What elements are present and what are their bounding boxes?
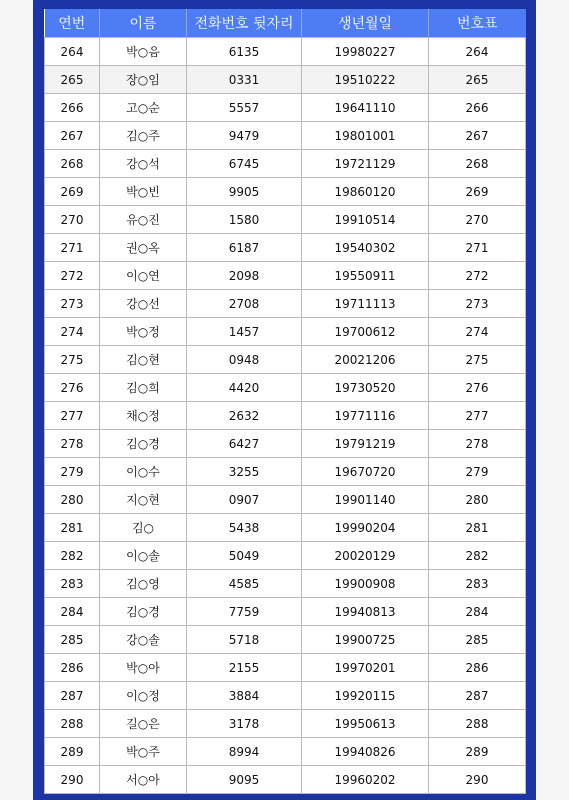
cell-birthdate: 19950613 — [302, 710, 429, 738]
table-row — [45, 402, 526, 430]
table-row — [45, 38, 526, 66]
cell-phone-last-digits: 6745 — [187, 150, 302, 178]
table-row — [45, 150, 526, 178]
cell-phone-last-digits: 1457 — [187, 318, 302, 346]
cell-phone-last-digits: 9095 — [187, 766, 302, 794]
table-row — [45, 346, 526, 374]
cell-seq: 287 — [45, 682, 100, 710]
cell-name: 박○주 — [100, 738, 187, 766]
cell-ticket-number: 286 — [429, 654, 526, 682]
cell-birthdate: 19980227 — [302, 38, 429, 66]
cell-name: 김○경 — [100, 598, 187, 626]
cell-birthdate: 19670720 — [302, 458, 429, 486]
table-row — [45, 430, 526, 458]
cell-ticket-number: 280 — [429, 486, 526, 514]
cell-seq: 289 — [45, 738, 100, 766]
cell-phone-last-digits: 5049 — [187, 542, 302, 570]
table-row — [45, 66, 526, 94]
cell-seq: 272 — [45, 262, 100, 290]
cell-birthdate: 19771116 — [302, 402, 429, 430]
cell-seq: 285 — [45, 626, 100, 654]
cell-name: 채○정 — [100, 402, 187, 430]
cell-ticket-number: 268 — [429, 150, 526, 178]
cell-ticket-number: 279 — [429, 458, 526, 486]
cell-ticket-number: 277 — [429, 402, 526, 430]
table-row — [45, 598, 526, 626]
cell-seq: 286 — [45, 654, 100, 682]
roster-table — [44, 9, 526, 794]
cell-phone-last-digits: 2155 — [187, 654, 302, 682]
cell-ticket-number: 273 — [429, 290, 526, 318]
cell-name: 박○빈 — [100, 178, 187, 206]
cell-birthdate: 20020129 — [302, 542, 429, 570]
cell-birthdate: 19920115 — [302, 682, 429, 710]
table-row — [45, 374, 526, 402]
cell-birthdate: 19721129 — [302, 150, 429, 178]
cell-phone-last-digits: 4585 — [187, 570, 302, 598]
cell-birthdate: 20021206 — [302, 346, 429, 374]
cell-birthdate: 19540302 — [302, 234, 429, 262]
cell-name: 권○옥 — [100, 234, 187, 262]
cell-phone-last-digits: 6187 — [187, 234, 302, 262]
cell-birthdate: 19700612 — [302, 318, 429, 346]
table-row — [45, 290, 526, 318]
cell-name: 박○음 — [100, 38, 187, 66]
cell-name: 박○아 — [100, 654, 187, 682]
cell-name: 강○석 — [100, 150, 187, 178]
cell-name: 김○ — [100, 514, 187, 542]
table-body — [45, 38, 526, 794]
cell-name: 지○현 — [100, 486, 187, 514]
cell-phone-last-digits: 5718 — [187, 626, 302, 654]
cell-birthdate: 19550911 — [302, 262, 429, 290]
table-row — [45, 262, 526, 290]
cell-name: 이○수 — [100, 458, 187, 486]
cell-name: 이○정 — [100, 682, 187, 710]
cell-phone-last-digits: 2708 — [187, 290, 302, 318]
table-row — [45, 570, 526, 598]
cell-ticket-number: 270 — [429, 206, 526, 234]
table-row — [45, 94, 526, 122]
cell-seq: 269 — [45, 178, 100, 206]
cell-phone-last-digits: 6135 — [187, 38, 302, 66]
cell-seq: 288 — [45, 710, 100, 738]
header-birthdate: 생년월일 — [302, 9, 429, 38]
cell-phone-last-digits: 2632 — [187, 402, 302, 430]
cell-phone-last-digits: 5557 — [187, 94, 302, 122]
cell-name: 김○영 — [100, 570, 187, 598]
cell-phone-last-digits: 9905 — [187, 178, 302, 206]
table-row — [45, 206, 526, 234]
cell-seq: 282 — [45, 542, 100, 570]
cell-seq: 267 — [45, 122, 100, 150]
cell-phone-last-digits: 8994 — [187, 738, 302, 766]
cell-name: 유○진 — [100, 206, 187, 234]
cell-ticket-number: 287 — [429, 682, 526, 710]
cell-birthdate: 19900908 — [302, 570, 429, 598]
cell-ticket-number: 265 — [429, 66, 526, 94]
cell-seq: 281 — [45, 514, 100, 542]
cell-phone-last-digits: 1580 — [187, 206, 302, 234]
cell-birthdate: 19730520 — [302, 374, 429, 402]
table-row — [45, 458, 526, 486]
cell-name: 강○솔 — [100, 626, 187, 654]
cell-birthdate: 19860120 — [302, 178, 429, 206]
table-row — [45, 122, 526, 150]
cell-name: 김○경 — [100, 430, 187, 458]
cell-ticket-number: 282 — [429, 542, 526, 570]
table-row — [45, 682, 526, 710]
cell-ticket-number: 284 — [429, 598, 526, 626]
cell-ticket-number: 264 — [429, 38, 526, 66]
table-row — [45, 738, 526, 766]
cell-name: 강○선 — [100, 290, 187, 318]
cell-phone-last-digits: 2098 — [187, 262, 302, 290]
cell-phone-last-digits: 0331 — [187, 66, 302, 94]
cell-phone-last-digits: 4420 — [187, 374, 302, 402]
cell-seq: 270 — [45, 206, 100, 234]
table-row — [45, 654, 526, 682]
cell-ticket-number: 269 — [429, 178, 526, 206]
cell-seq: 266 — [45, 94, 100, 122]
cell-seq: 274 — [45, 318, 100, 346]
cell-ticket-number: 285 — [429, 626, 526, 654]
cell-name: 이○솔 — [100, 542, 187, 570]
cell-name: 박○정 — [100, 318, 187, 346]
cell-seq: 284 — [45, 598, 100, 626]
cell-phone-last-digits: 0948 — [187, 346, 302, 374]
cell-phone-last-digits: 9479 — [187, 122, 302, 150]
cell-ticket-number: 290 — [429, 766, 526, 794]
cell-seq: 275 — [45, 346, 100, 374]
cell-birthdate: 19960202 — [302, 766, 429, 794]
cell-name: 김○현 — [100, 346, 187, 374]
cell-birthdate: 19910514 — [302, 206, 429, 234]
table-row — [45, 542, 526, 570]
cell-seq: 276 — [45, 374, 100, 402]
cell-seq: 277 — [45, 402, 100, 430]
cell-phone-last-digits: 6427 — [187, 430, 302, 458]
cell-phone-last-digits: 3884 — [187, 682, 302, 710]
table-row — [45, 710, 526, 738]
table-row — [45, 626, 526, 654]
cell-phone-last-digits: 3178 — [187, 710, 302, 738]
cell-ticket-number: 278 — [429, 430, 526, 458]
cell-birthdate: 19940826 — [302, 738, 429, 766]
header-ticket-number: 번호표 — [429, 9, 526, 38]
cell-birthdate: 19711113 — [302, 290, 429, 318]
cell-phone-last-digits: 5438 — [187, 514, 302, 542]
cell-name: 김○희 — [100, 374, 187, 402]
cell-birthdate: 19510222 — [302, 66, 429, 94]
cell-name: 장○임 — [100, 66, 187, 94]
cell-birthdate: 19940813 — [302, 598, 429, 626]
cell-seq: 278 — [45, 430, 100, 458]
cell-phone-last-digits: 7759 — [187, 598, 302, 626]
cell-ticket-number: 288 — [429, 710, 526, 738]
table-row — [45, 766, 526, 794]
cell-ticket-number: 283 — [429, 570, 526, 598]
cell-phone-last-digits: 0907 — [187, 486, 302, 514]
cell-seq: 290 — [45, 766, 100, 794]
cell-phone-last-digits: 3255 — [187, 458, 302, 486]
header-row — [45, 9, 526, 38]
cell-seq: 271 — [45, 234, 100, 262]
cell-ticket-number: 271 — [429, 234, 526, 262]
cell-seq: 273 — [45, 290, 100, 318]
cell-seq: 264 — [45, 38, 100, 66]
cell-ticket-number: 275 — [429, 346, 526, 374]
cell-seq: 280 — [45, 486, 100, 514]
header-seq: 연번 — [45, 9, 100, 38]
cell-ticket-number: 274 — [429, 318, 526, 346]
cell-ticket-number: 276 — [429, 374, 526, 402]
cell-birthdate: 19641110 — [302, 94, 429, 122]
table-row — [45, 318, 526, 346]
cell-birthdate: 19791219 — [302, 430, 429, 458]
cell-ticket-number: 272 — [429, 262, 526, 290]
cell-name: 서○아 — [100, 766, 187, 794]
cell-name: 길○은 — [100, 710, 187, 738]
table-row — [45, 486, 526, 514]
cell-seq: 265 — [45, 66, 100, 94]
cell-name: 이○연 — [100, 262, 187, 290]
cell-birthdate: 19901140 — [302, 486, 429, 514]
cell-ticket-number: 289 — [429, 738, 526, 766]
cell-seq: 283 — [45, 570, 100, 598]
cell-seq: 279 — [45, 458, 100, 486]
cell-birthdate: 19900725 — [302, 626, 429, 654]
cell-ticket-number: 266 — [429, 94, 526, 122]
header-name: 이름 — [100, 9, 187, 38]
cell-birthdate: 19970201 — [302, 654, 429, 682]
cell-name: 김○주 — [100, 122, 187, 150]
cell-name: 고○순 — [100, 94, 187, 122]
cell-seq: 268 — [45, 150, 100, 178]
table-row — [45, 514, 526, 542]
header-phone-last-digits: 전화번호 뒷자리 — [187, 9, 302, 38]
table-row — [45, 234, 526, 262]
cell-birthdate: 19801001 — [302, 122, 429, 150]
cell-ticket-number: 267 — [429, 122, 526, 150]
cell-ticket-number: 281 — [429, 514, 526, 542]
table-row — [45, 178, 526, 206]
cell-birthdate: 19990204 — [302, 514, 429, 542]
